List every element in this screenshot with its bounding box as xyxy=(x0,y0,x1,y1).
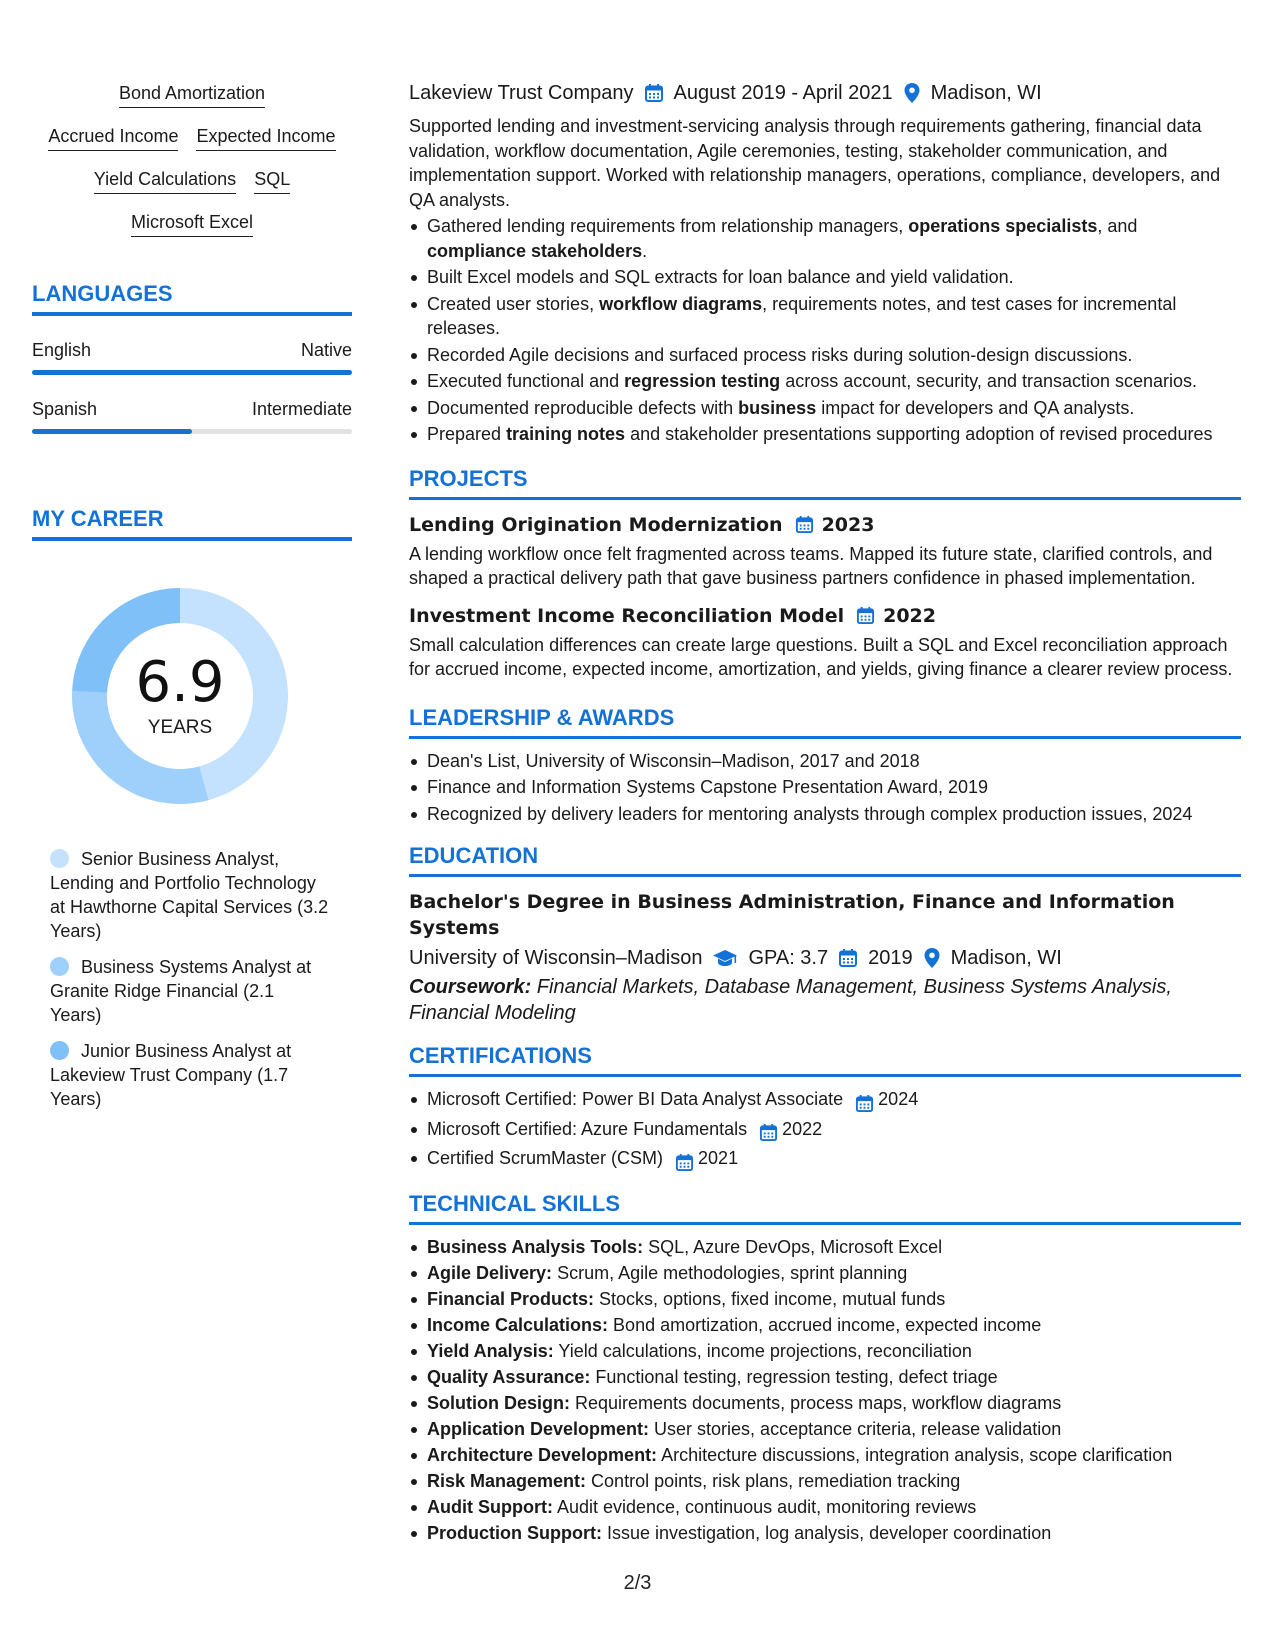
certification-name: Microsoft Certified: Azure Fundamentals xyxy=(427,1118,748,1139)
language-head xyxy=(32,338,352,362)
job-location: Madison, WI xyxy=(930,82,1042,104)
technical-skills-heading: TECHNICAL SKILLS xyxy=(409,1190,1241,1225)
certification-item xyxy=(409,1117,1241,1145)
bullet-emphasis: compliance stakeholders xyxy=(427,240,643,261)
career-total: 6.9 xyxy=(135,650,225,715)
bullet-text: across account, security, and transaction scenarios. xyxy=(780,371,1198,391)
skill-tag: Microsoft Excel xyxy=(131,211,253,237)
languages-list xyxy=(32,338,352,434)
project-header xyxy=(409,603,1241,629)
job-bullet xyxy=(409,265,1241,290)
technical-skill-values: SQL, Azure DevOps, Microsoft Excel xyxy=(643,1236,943,1257)
technical-skill-item xyxy=(409,1391,1241,1416)
left-column xyxy=(32,82,352,1123)
job-bullet xyxy=(409,396,1241,421)
skill-tag: Accrued Income xyxy=(48,125,178,151)
technical-skills-list xyxy=(409,1235,1241,1546)
calendar-icon xyxy=(759,1123,778,1142)
calendar-icon xyxy=(675,1153,694,1172)
language-item xyxy=(32,338,352,375)
education-heading: EDUCATION xyxy=(409,842,1241,877)
skill-tag: Expected Income xyxy=(196,125,335,151)
technical-skill-category: Business Analysis Tools: xyxy=(427,1236,644,1257)
skill-tags xyxy=(32,82,352,237)
project-year: 2022 xyxy=(883,604,936,627)
bullet-text: , and xyxy=(1097,216,1138,236)
project-date xyxy=(856,606,875,625)
bullet-text: impact for developers and QA analysts. xyxy=(816,397,1135,418)
education-coursework xyxy=(409,974,1241,1026)
skill-row xyxy=(32,125,352,151)
technical-skill-category: Financial Products: xyxy=(427,1288,595,1309)
legend-label: Business Systems Analyst at Granite Ridge Financial (2.1 Years) xyxy=(50,957,312,1025)
certification-name: Microsoft Certified: Power BI Data Analyst Associate xyxy=(427,1089,844,1109)
technical-skill-category: Application Development: xyxy=(427,1418,650,1439)
technical-skill-category: Risk Management: xyxy=(427,1470,587,1491)
education-details xyxy=(409,944,1241,972)
bullet-text: Executed functional and xyxy=(427,371,625,391)
project-header xyxy=(409,512,1241,538)
skill-row xyxy=(32,211,352,237)
project-description: A lending workflow once felt fragmented across teams. Mapped its future state, clarified controls, and shaped a practical delivery path that gave business partners confidence in phased implementation. xyxy=(409,543,1213,588)
job-bullets xyxy=(409,214,1241,447)
coursework-list: Financial Markets, Database Management, Business Systems Analysis, Financial Modeling xyxy=(409,976,1172,1024)
career-unit: YEARS xyxy=(147,717,213,738)
job-bullet xyxy=(409,292,1241,341)
job-bullet xyxy=(409,369,1241,394)
technical-skill-values: Scrum, Agile methodologies, sprint planning xyxy=(552,1262,908,1283)
projects-heading: PROJECTS xyxy=(409,465,1241,500)
technical-skill-values: Yield calculations, income projections, reconciliation xyxy=(553,1340,972,1361)
certification-date xyxy=(855,1090,874,1115)
bullet-text: Gathered lending requirements from relationship managers, xyxy=(427,216,909,236)
bullet-emphasis: business xyxy=(738,397,817,418)
technical-skill-values: Audit evidence, continuous audit, monitoring reviews xyxy=(552,1496,977,1517)
project-name: Lending Origination Modernization xyxy=(409,513,783,536)
education-year: 2019 xyxy=(868,947,913,969)
technical-skill-item xyxy=(409,1261,1241,1286)
location-pin-icon xyxy=(923,947,941,969)
certification-year: 2021 xyxy=(698,1148,739,1168)
technical-skill-item xyxy=(409,1495,1241,1520)
technical-skill-item xyxy=(409,1235,1241,1260)
bullet-text: Prepared xyxy=(427,424,507,444)
location-pin-icon xyxy=(903,82,921,104)
skill-tag: Yield Calculations xyxy=(94,168,236,194)
career-legend-item xyxy=(50,955,330,1027)
awards-list xyxy=(409,749,1241,827)
projects-list xyxy=(409,512,1241,682)
technical-skill-category: Audit Support: xyxy=(427,1496,553,1517)
bullet-text: and stakeholder presentations supporting adoption of revised procedures xyxy=(625,424,1213,444)
job-dates: August 2019 - April 2021 xyxy=(673,82,893,104)
language-bar xyxy=(32,370,352,375)
technical-skill-category: Production Support: xyxy=(427,1522,602,1543)
skill-tag: SQL xyxy=(254,168,290,194)
education-gpa: GPA: 3.7 xyxy=(748,947,829,969)
technical-skill-values: User stories, acceptance criteria, release validation xyxy=(649,1418,1062,1439)
certification-date xyxy=(675,1149,694,1174)
technical-skill-values: Control points, risk plans, remediation tracking xyxy=(586,1470,961,1491)
project-item xyxy=(409,512,1241,591)
language-head xyxy=(32,397,352,421)
certification-year: 2022 xyxy=(782,1118,823,1139)
languages-heading: LANGUAGES xyxy=(32,281,352,316)
certification-year: 2024 xyxy=(878,1089,919,1109)
calendar-icon xyxy=(795,515,814,534)
technical-skill-values: Stocks, options, fixed income, mutual funds xyxy=(594,1288,946,1309)
job-bullet xyxy=(409,422,1241,447)
career-heading: MY CAREER xyxy=(32,506,352,541)
technical-skill-item xyxy=(409,1365,1241,1390)
calendar-icon xyxy=(855,1094,874,1113)
project-item xyxy=(409,603,1241,682)
language-item xyxy=(32,397,352,434)
award-item: Dean's List, University of Wisconsin–Madison, 2017 and 2018 xyxy=(409,749,1241,774)
technical-skill-category: Agile Delivery: xyxy=(427,1262,553,1283)
certifications-heading: CERTIFICATIONS xyxy=(409,1042,1241,1077)
certification-name: Certified ScrumMaster (CSM) xyxy=(427,1148,664,1168)
legend-label: Junior Business Analyst at Lakeview Trust Company (1.7 Years) xyxy=(50,1041,292,1109)
language-name: English xyxy=(32,340,92,360)
technical-skill-values: Architecture discussions, integration analysis, scope clarification xyxy=(657,1444,1173,1465)
technical-skill-item xyxy=(409,1417,1241,1442)
bullet-emphasis: operations specialists xyxy=(908,216,1098,236)
career-legend-item xyxy=(50,1039,330,1111)
language-level: Native xyxy=(300,340,352,360)
legend-label: Senior Business Analyst, Lending and Portfolio Technology at Hawthorne Capital Services (3.2 Years) xyxy=(50,849,329,941)
technical-skill-values: Bond amortization, accrued income, expected income xyxy=(608,1314,1042,1335)
technical-skill-item xyxy=(409,1313,1241,1338)
technical-skill-values: Requirements documents, process maps, workflow diagrams xyxy=(570,1392,1062,1413)
awards-heading: LEADERSHIP & AWARDS xyxy=(409,704,1241,739)
calendar-icon xyxy=(856,606,875,625)
bullet-text: Built Excel models and SQL extracts for loan balance and yield validation. xyxy=(427,267,1014,287)
language-bar-fill xyxy=(32,370,352,375)
page-number: 2/3 xyxy=(623,1572,652,1594)
technical-skill-category: Solution Design: xyxy=(427,1392,570,1413)
education-location: Madison, WI xyxy=(950,947,1062,969)
project-year: 2023 xyxy=(821,513,875,536)
language-bar-fill xyxy=(32,429,192,434)
technical-skill-item xyxy=(409,1521,1241,1546)
technical-skill-item xyxy=(409,1443,1241,1468)
right-column xyxy=(409,80,1241,1547)
language-bar xyxy=(32,429,352,434)
certification-item xyxy=(409,1087,1241,1115)
job-bullet xyxy=(409,214,1241,263)
award-item: Finance and Information Systems Capstone Presentation Award, 2019 xyxy=(409,775,1241,800)
skill-tag: Bond Amortization xyxy=(119,82,265,108)
bullet-emphasis: workflow diagrams xyxy=(599,293,763,314)
bullet-emphasis: training notes xyxy=(506,424,626,444)
education-school: University of Wisconsin–Madison xyxy=(409,947,703,969)
career-legend-item xyxy=(50,847,330,943)
technical-skill-values: Issue investigation, log analysis, developer coordination xyxy=(601,1522,1052,1543)
job-bullet xyxy=(409,343,1241,368)
career-legend xyxy=(50,847,330,1111)
job-summary: Supported lending and investment-servicing analysis through requirements gathering, financial data validation, workflow documentation, Agile ceremonies, testing, stakeholder communication, and implementation support. Worked with relationship managers, operations, compliance, developers, and QA analysts. xyxy=(409,116,1221,210)
legend-dot xyxy=(50,1041,69,1060)
certification-date xyxy=(759,1120,778,1145)
project-date xyxy=(795,515,814,534)
skill-row xyxy=(32,168,352,194)
technical-skill-values: Functional testing, regression testing, defect triage xyxy=(590,1366,998,1387)
language-name: Spanish xyxy=(32,399,98,419)
technical-skill-category: Quality Assurance: xyxy=(427,1366,591,1387)
project-description: Small calculation differences can create large questions. Built a SQL and Excel reconciliation approach for accrued income, expected income, amortization, and yields, giving finance a clearer review process. xyxy=(409,634,1233,679)
certifications-list xyxy=(409,1087,1241,1174)
bullet-text: Documented reproducible defects with xyxy=(427,397,739,418)
donut-center xyxy=(65,581,295,811)
legend-dot xyxy=(50,957,69,976)
technical-skill-category: Architecture Development: xyxy=(427,1444,658,1465)
technical-skill-category: Income Calculations: xyxy=(427,1314,609,1335)
bullet-text: . xyxy=(642,240,648,261)
education-degree: Bachelor's Degree in Business Administration, Finance and Information Systems xyxy=(409,891,1175,939)
coursework-label: Coursework: xyxy=(409,976,532,998)
calendar-icon xyxy=(838,948,858,968)
bullet-text: , requirements notes, and test cases for incremental releases. xyxy=(427,293,1177,338)
award-item: Recognized by delivery leaders for mentoring analysts through complex production issues, 2024 xyxy=(409,802,1241,827)
bullet-emphasis: regression testing xyxy=(624,371,781,391)
project-name: Investment Income Reconciliation Model xyxy=(409,604,845,627)
bullet-text: Recorded Agile decisions and surfaced process risks during solution-design discussions. xyxy=(427,344,1133,365)
certification-item xyxy=(409,1146,1241,1174)
career-donut-chart xyxy=(65,581,295,811)
bullet-text: Created user stories, xyxy=(427,293,600,314)
technical-skill-category: Yield Analysis: xyxy=(427,1340,554,1361)
calendar-icon xyxy=(644,83,664,103)
job-header xyxy=(409,80,1241,106)
job-company: Lakeview Trust Company xyxy=(409,82,634,104)
technical-skill-item xyxy=(409,1287,1241,1312)
legend-dot xyxy=(50,849,69,868)
technical-skill-item xyxy=(409,1469,1241,1494)
technical-skill-item xyxy=(409,1339,1241,1364)
graduation-cap-icon xyxy=(712,948,738,968)
skill-row xyxy=(32,82,352,108)
language-level: Intermediate xyxy=(251,399,352,419)
